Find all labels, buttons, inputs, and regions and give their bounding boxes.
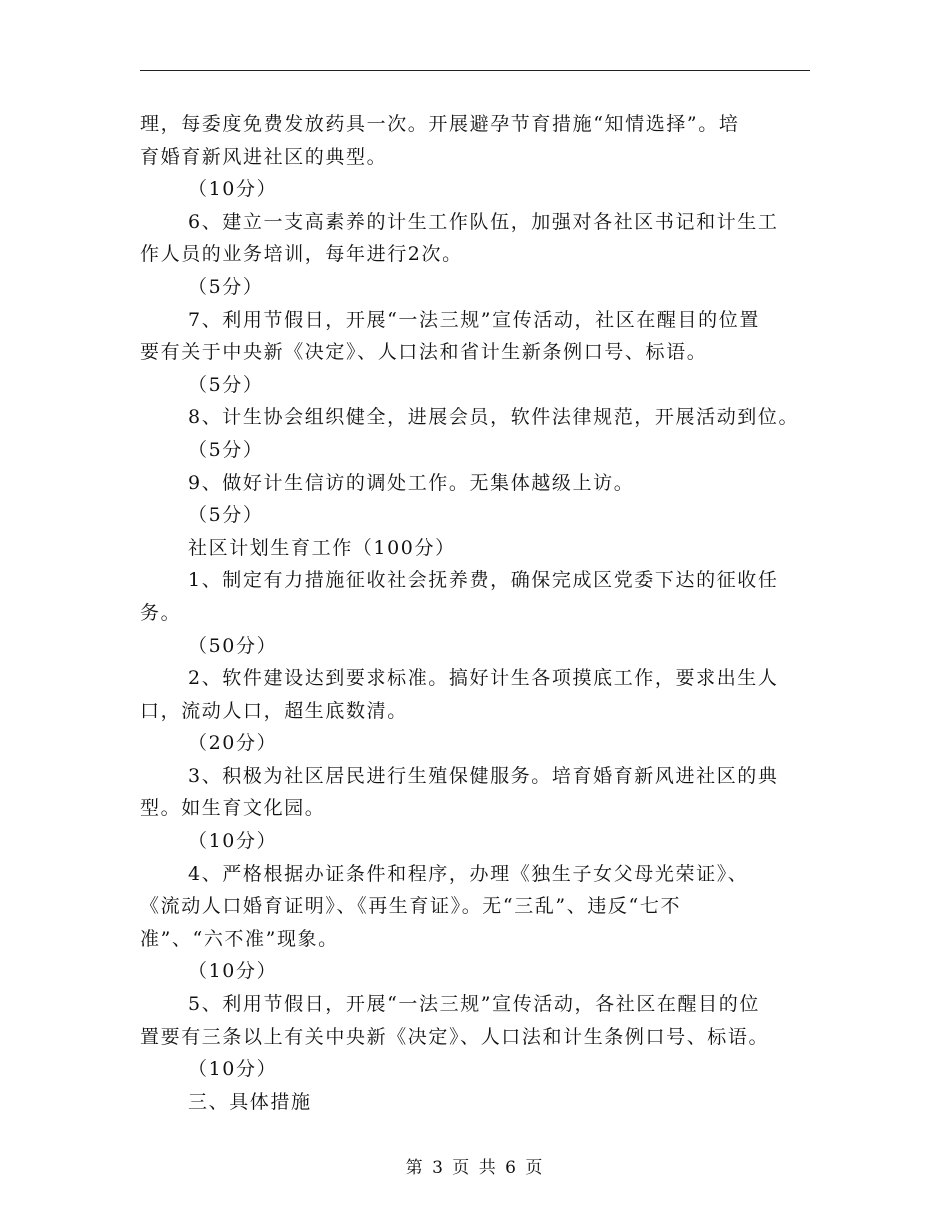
text-line: 7、利用节假日，开展“一法三规”宣传活动，社区在醒目的位置 [188, 308, 760, 331]
text-line: 6、建立一支高素养的计生工作队伍，加强对各社区书记和计生工 [188, 210, 779, 233]
text-line: 社区计划生育工作（100分） [188, 536, 456, 559]
text-line: 育婚育新风进社区的典型。 [140, 145, 388, 168]
text-line: 准”、“六不准”现象。 [140, 927, 339, 950]
text-line: （5分） [188, 438, 264, 461]
text-line: （10分） [188, 178, 278, 201]
text-line: （50分） [188, 634, 278, 657]
text-line: 2、软件建设达到要求标准。搞好计生各项摸底工作，要求出生人 [188, 667, 779, 690]
document-body [140, 108, 830, 1118]
text-line: （10分） [188, 960, 278, 983]
text-line: （10分） [188, 830, 278, 853]
text-line: 作人员的业务培训，每年进行2次。 [140, 243, 463, 266]
text-line: 理，每委度免费发放药具一次。开展避孕节育措施“知情选择”。培 [140, 113, 740, 135]
text-line: 1、制定有力措施征收社会抚养费，确保完成区党委下达的征收任 [188, 569, 779, 592]
text-line: 三、具体措施 [188, 1090, 312, 1113]
text-line: 5、利用节假日，开展“一法三规”宣传活动，各社区在醒目的位 [188, 993, 760, 1016]
text-line: 9、做好计生信访的调处工作。无集体越级上访。 [188, 471, 635, 494]
text-line: （5分） [188, 504, 264, 527]
text-line: 口，流动人口，超生底数清。 [140, 699, 408, 722]
text-line: （5分） [188, 275, 264, 298]
text-line: 务。 [140, 601, 182, 624]
text-line: 型。如生育文化园。 [140, 797, 326, 820]
text-line: （5分） [188, 373, 264, 396]
text-line: （20分） [188, 732, 278, 755]
text-line: 《流动人口婚育证明》、《再生育证》。无“三乱”、违反“七不 [140, 895, 682, 918]
text-line: 要有关于中央新《决定》、人口法和省计生新条例口号、标语。 [140, 341, 708, 364]
text-line: 3、积极为社区居民进行生殖保健服务。培育婚育新风进社区的典 [188, 764, 779, 787]
text-line: 8、计生协会组织健全，进展会员，软件法律规范，开展活动到位。 [188, 406, 800, 429]
page-footer: 第 3 页 共 6 页 [405, 1158, 545, 1178]
text-line: 置要有三条以上有关中央新《决定》、人口法和计生条例口号、标语。 [140, 1025, 770, 1048]
header-rule [140, 70, 810, 71]
text-line: 4、严格根据办证条件和程序，办理《独生子女父母光荣证》、 [188, 862, 749, 885]
text-line: （10分） [188, 1058, 278, 1081]
